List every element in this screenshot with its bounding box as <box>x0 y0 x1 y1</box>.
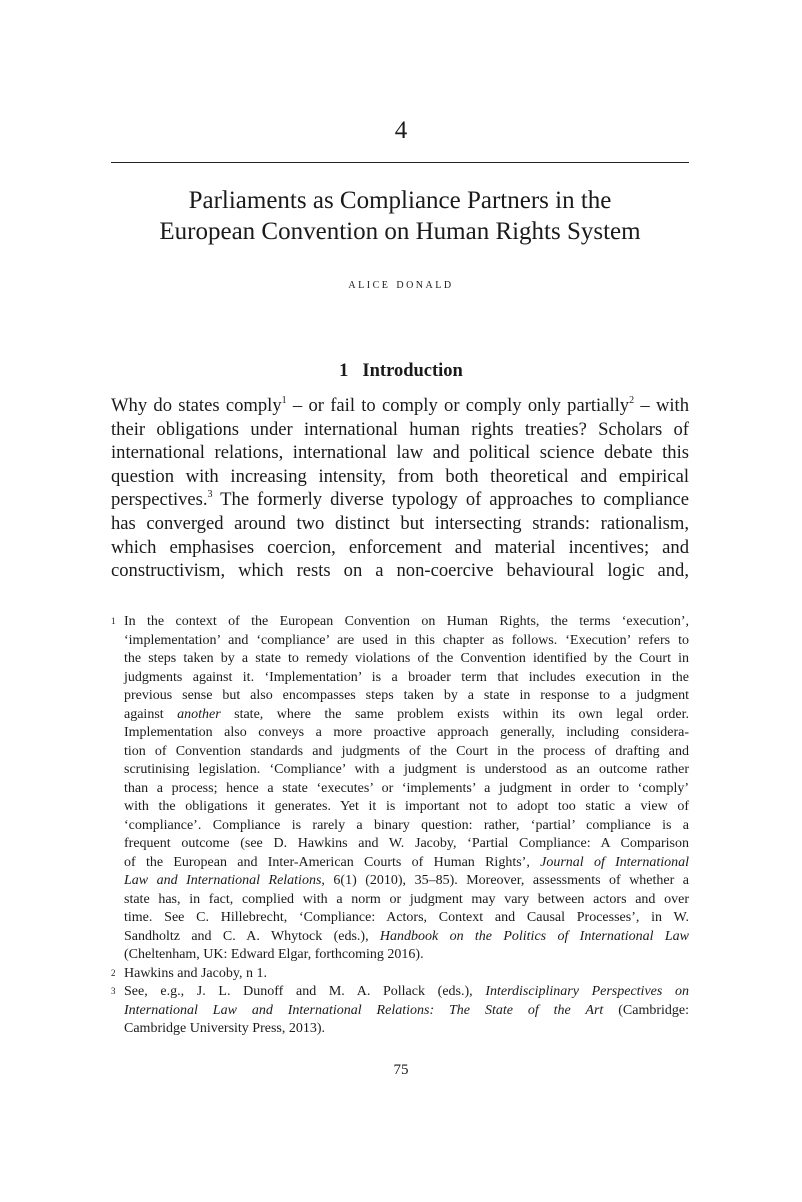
footnote-3: 3 See, e.g., J. L. Dunoff and M. A. Pollack (eds.), Interdisciplinary Perspectives on International Law and International Relations: The State of the Art (Cambridge: Cambridge University Press, 2013). <box>111 984 689 1036</box>
footnote-mark: 2 <box>111 967 116 978</box>
body-text <box>111 394 689 583</box>
body-line: their obligations under international human rights treaties? Scholars of <box>111 418 689 440</box>
footnote-mark: 1 <box>111 616 116 626</box>
body-line: which emphasises coercion, enforcement and material incentives; and <box>111 536 689 558</box>
footnote-ref-1[interactable]: 1 <box>281 394 287 406</box>
section-heading <box>0 359 802 383</box>
page-number: 75 <box>393 1062 409 1078</box>
chapter-title-line-1: Parliaments as Compliance Partners in the <box>188 187 612 214</box>
body-line: question with increasing intensity, from both theoretical and empirical <box>111 465 689 487</box>
section-title: Introduction <box>362 361 463 381</box>
footnote-mark: 3 <box>111 986 116 996</box>
body-line: constructivism, which rests on a non-coercive behavioural logic and, <box>111 560 689 582</box>
body-line: has converged around two distinct but intersecting strands: rationalism, <box>111 512 689 534</box>
footnotes <box>111 613 689 1039</box>
footnote-2: 2 Hawkins and Jacoby, n 1. <box>111 965 267 981</box>
chapter-number: 4 <box>394 117 408 144</box>
chapter-title-line-2: European Convention on Human Rights System <box>159 218 641 245</box>
header-rule <box>111 162 689 163</box>
footnote-1: 1 In the context of the European Convention on Human Rights, the terms ‘execution’, ‘implementation’ and ‘compliance’ are used in this chapter as follows. ‘Execution’ refers to the steps taken by a state to remedy violations of the Convention identified by the Court in judgments against it. ‘Implementation’ is a broader term that includes execution in the previous sense but also encompasses steps taken by a state in response to a judgment against another state, where the same problem exists within its own legal order. Implementation also conveys a more proactive approach generally, including considera- tion of Convention standards and judgments of the Court in the process of drafting and scrutinising legislation. ‘Compliance’ with a judgment is understood as an outcome rather than a process; hence a state ‘executes’ or ‘implements’ a judgment in order to ‘comply’ with the obligations it generates. Yet it is important not to adopt too static a view of ‘compliance’. Compliance is rarely a binary question: rather, ‘partial’ compliance is a frequent outcome (see D. Hawkins and W. Jacoby, ‘Partial Compliance: A Comparison of the European and Inter-American Courts of Human Rights’, Journal of International Law and International Relations, 6(1) (2010), 35–85). Moreover, assessments of whether a state has, in fact, complied with a norm or judgment may vary between actors and over time. See C. Hillebrecht, ‘Compliance: Actors, Context and Causal Processes’, in W. Sandholtz and C. A. Whytock (eds.), Handbook on the Politics of International Law (Cheltenham, UK: Edward Elgar, forthcoming 2016). <box>111 614 690 962</box>
footnote-ref-2[interactable]: 2 <box>629 394 635 406</box>
body-line: international relations, international law and political science debate this <box>111 442 689 464</box>
body-line: Why do states comply$^1$ – or fail to comply or comply only partially$^2$ – with <box>111 394 689 416</box>
footnote-ref-3[interactable]: 3 <box>207 489 213 501</box>
chapter-title <box>111 185 689 247</box>
author-name: alice donald <box>348 277 454 292</box>
section-number: 1 <box>339 361 349 381</box>
body-line: perspectives.$^3$ The formerly diverse typology of approaches to compliance <box>111 489 689 511</box>
